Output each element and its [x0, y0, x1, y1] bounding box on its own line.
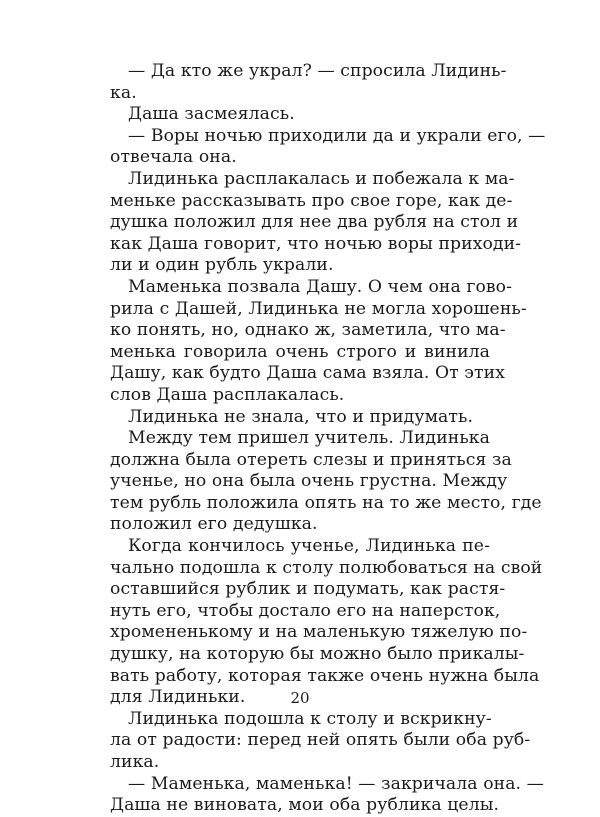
text-line: — Маменька, маменька! — закричала она. — [128, 773, 544, 794]
paragraph [110, 773, 544, 817]
text-line: должна была отереть слезы и приняться за [110, 449, 512, 470]
paragraph [110, 61, 507, 104]
paragraph [110, 536, 543, 709]
paragraph [110, 276, 527, 407]
paragraph [110, 168, 522, 277]
paragraph [110, 428, 542, 536]
text-line: Маменька позвала Дашу. О чем она гово- [128, 276, 513, 297]
text-line: чально подошла к столу полюбоваться на свой [110, 557, 543, 578]
text-line: душку, на которую бы можно было прикалы- [110, 644, 525, 665]
text-line: ли и один рубль украли. [110, 255, 334, 276]
text-line: Даша не виновата, мои оба рублика целы. [110, 795, 500, 816]
paragraph [110, 708, 531, 774]
text-line: отвечала она. [110, 147, 237, 168]
text-line: тем рубль положила опять на то же место, где [110, 492, 542, 513]
paragraph [110, 125, 546, 169]
text-line: рила с Дашей, Лидинька не могла хорошень- [110, 298, 527, 319]
text-line: слов Даша расплакалась. [110, 384, 345, 405]
text-line: положил его дедушка. [110, 514, 318, 535]
text-line: ко понять, но, однако ж, заметила, что ма- [110, 320, 506, 341]
text-line: — Воры ночью приходили да и украли его, — [128, 125, 546, 146]
text-line: для Лидиньки. [110, 687, 246, 708]
text-line: меньке рассказывать про свое горе, как де- [110, 190, 513, 211]
text-line: Лидинька подошла к столу и вскрикну- [128, 708, 492, 729]
text-line: лика. [110, 752, 160, 772]
page-number: 20 [290, 689, 310, 707]
text-line: Дашу, как будто Даша сама взяла. От этих [110, 363, 505, 384]
text-line: ла от радости: перед ней опять были оба руб- [110, 730, 531, 751]
text-line: оставшийся рублик и подумать, как растя- [110, 579, 506, 600]
text-line: Когда кончилось ученье, Лидинька пе- [128, 536, 490, 557]
text-line: Между тем пришел учитель. Лидинька [128, 428, 490, 449]
text-line: ка. [110, 82, 137, 103]
text-line: — Да кто же украл? — спросила Лидинь- [128, 61, 507, 81]
text-line: ученье, но она была очень грустна. Между [110, 471, 508, 492]
text-line: нуть его, чтобы достало его на наперсток, [110, 600, 501, 621]
text-line: как Даша говорит, что ночью воры приходи- [110, 233, 522, 254]
text-line: менька говорила очень строго и винила [110, 341, 490, 362]
text-line: Даша засмеялась. [128, 104, 295, 125]
text-line: хромененькому и на маленькую тяжелую по- [110, 622, 528, 643]
paragraph [110, 407, 490, 429]
text-line: Лидинька расплакалась и побежала к ма- [128, 168, 515, 189]
paragraph [110, 104, 490, 126]
text-line: душка положил для нее два рубля на стол и [110, 212, 519, 233]
text-line: вать работу, которая также очень нужна была [110, 665, 540, 686]
text-line: Лидинька не знала, что и придумать. [128, 406, 474, 427]
